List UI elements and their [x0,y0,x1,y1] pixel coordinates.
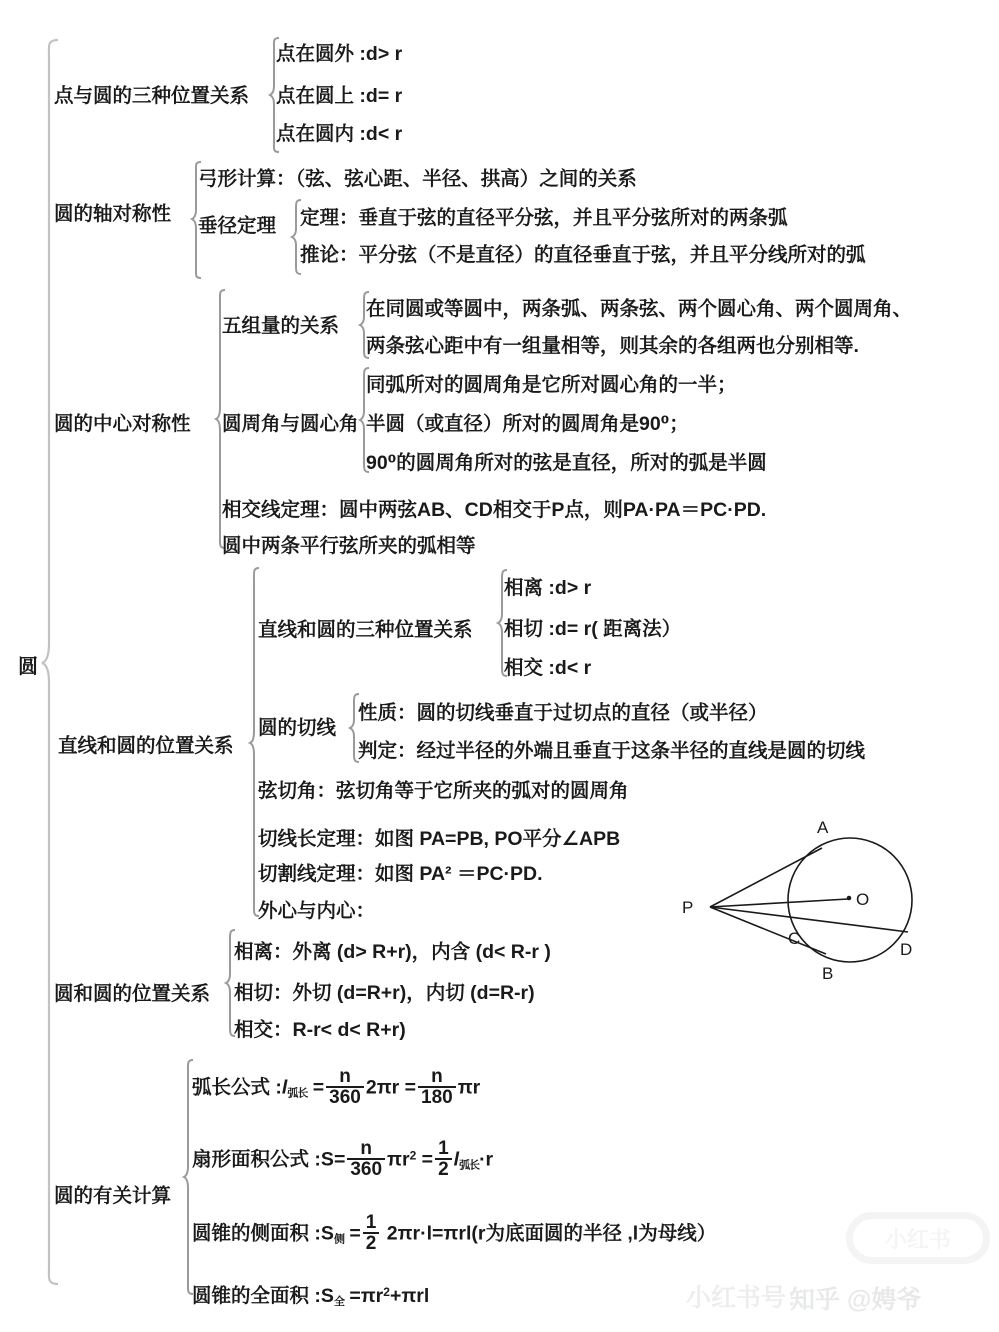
branch-label-central-symmetry: 圆的中心对称性 [54,413,191,435]
leaf-point-inside: 点在圆内 :d< r [276,123,403,145]
sector-area-mid: πr [387,1148,410,1171]
leaf-intersecting-chords: 相交线定理：圆中两弦AB、CD相交于P点，则PA·PA＝PC·PD. [222,499,767,521]
formula-cone-total [192,1280,429,1309]
leaf-five-quantities-line2: 两条弦心距中有一组量相等，则其余的各组两也分别相等. [366,335,859,357]
leaf-segment-calculation: 弓形计算：（弦、弦心距、半径、拱高）之间的关系 [198,168,637,190]
formula-sector-area [192,1140,493,1181]
watermark-bottom-right: 知乎 @娉爷 [790,1286,922,1314]
leaf-pd-corollary: 推论：平分弦（不是直径）的直径垂直于弦，并且平分线所对的弧 [300,244,866,266]
formula-arc-length [192,1068,480,1109]
sector-area-tail-sub: 弧长 [459,1159,480,1172]
leaf-secant-tangent-theorem [258,858,543,886]
arc-length-num2: n [431,1066,443,1087]
label-B: B [822,964,834,983]
leaf-intersect-position: 相交 :d< r [504,657,592,679]
branch-label-point-circle: 点与圆的三种位置关系 [54,85,250,107]
label-O: O [856,890,870,909]
sector-area-symbol: S [320,1148,334,1171]
cone-total-prefix: 圆锥的全面积 : [192,1285,321,1307]
arc-length-prefix: 弧长公式 : [192,1076,282,1099]
node-label-inscribed-central-angle: 圆周角与圆心角 [222,413,359,435]
node-label-tangent: 圆的切线 [258,717,337,739]
leaf-pd-theorem: 定理：垂直于弦的直径平分弦，并且平分弦所对的两条弧 [300,207,788,229]
leaf-separate: 相离 :d> r [504,577,592,599]
arc-length-symbol: l [281,1076,288,1099]
leaf-cc-intersect: 相交：R-r< d< R+r) [234,1019,406,1041]
tangent-secant-diagram [672,812,934,988]
segment-PO [710,899,848,907]
leaf-cc-separate: 相离：外离 (d> R+r)，内含 (d< R-r ) [234,941,551,963]
arc-length-frac2 [418,1067,456,1108]
cone-lateral-den1: 2 [363,1232,380,1254]
leaf-right-angle-chord: 90⁰的圆周角所对的弦是直径，所对的弧是半圆 [366,452,767,474]
watermark-bottom-left: 小红书号： [686,1284,812,1312]
sector-area-mid-sup: 2 [409,1148,417,1163]
arc-length-mid: 2πr [365,1076,400,1099]
leaf-circumcenter-incenter: 外心与内心： [258,900,376,922]
label-P: P [682,898,694,917]
branch-label-line-circle: 直线和圆的位置关系 [58,735,234,757]
cone-lateral-symbol-sub: 侧 [333,1233,344,1246]
leaf-parallel-chords: 圆中两条平行弦所夹的弧相等 [222,535,476,557]
cone-lateral-eq1: = [349,1222,361,1245]
leaf-five-quantities-line1: 在同圆或等圆中，两条弧、两条弦、两个圆心角、两个圆周角、 [366,298,913,320]
sector-area-num1: n [360,1138,372,1159]
leaf-tangent-criterion: 判定：经过半径的外端且垂直于这条半径的直线是圆的切线 [358,740,866,762]
root-label: 圆 [18,656,38,678]
cone-total-symbol: S [320,1285,334,1307]
label-A: A [817,818,829,837]
node-label-line-circle-positions: 直线和圆的三种位置关系 [258,619,473,641]
arc-length-den1: 360 [326,1086,364,1108]
node-label-perpendicular-diameter: 垂径定理 [198,215,277,237]
node-label-five-quantities: 五组量的关系 [222,315,340,337]
formula-cone-lateral [192,1214,716,1255]
arc-length-den2: 180 [418,1086,456,1108]
cone-lateral-symbol: S [320,1222,334,1245]
cone-lateral-mid: 2πr·l [386,1222,433,1245]
sector-area-eq2: = [421,1148,434,1171]
cone-total-symbol-sub: 全 [333,1296,344,1308]
segment-PA [710,848,822,907]
leaf-tangent-length-theorem: 切线长定理：如图 PA=PB, PO平分∠APB [258,828,621,850]
cone-lateral-num1: 1 [365,1212,377,1233]
arc-length-eq1: = [312,1076,325,1099]
branch-label-axial-symmetry: 圆的轴对称性 [54,203,172,225]
sector-area-frac1 [347,1139,385,1180]
leaf-tangent-property: 性质：圆的切线垂直于过切点的直径（或半径） [358,702,768,724]
arc-length-num1: n [339,1066,351,1087]
arc-length-tail: πr [457,1076,481,1099]
leaf-point-outside: 点在圆外 :d> r [276,43,403,65]
sector-area-num2: 1 [438,1138,449,1159]
sector-area-den2: 2 [435,1158,452,1180]
leaf-same-arc-angle: 同弧所对的圆周角是它所对圆心角的一半； [366,374,737,396]
arc-length-frac1 [326,1067,364,1108]
arc-length-symbol-sub: 弧长 [287,1087,308,1100]
cone-total-tail-sup: 2 [383,1285,390,1299]
cone-total-tail2: +πrl [389,1285,430,1307]
sector-area-prefix: 扇形面积公式 : [192,1148,321,1171]
cone-lateral-tail: πrl(r为底面圆的半径 ,l为母线） [443,1222,717,1245]
arc-length-eq2: = [404,1076,417,1099]
secant-tangent-text: 切割线定理：如图 PA² ＝PC·PD. [258,863,543,885]
sector-area-tail: ·r [479,1148,494,1171]
leaf-chord-tangent-angle: 弦切角：弦切角等于它所夹的弧对的圆周角 [258,780,629,802]
branch-label-calculations: 圆的有关计算 [54,1185,172,1207]
sector-area-frac2 [435,1139,452,1180]
label-C: C [788,929,801,948]
branch-label-circle-circle: 圆和圆的位置关系 [54,983,211,1005]
leaf-semicircle-angle: 半圆（或直径）所对的圆周角是90⁰； [366,413,689,435]
sector-area-den1: 360 [347,1158,385,1180]
sector-area-tail-symbol: l [453,1148,460,1171]
leaf-point-on: 点在圆上 :d= r [276,85,403,107]
cone-lateral-prefix: 圆锥的侧面积 : [192,1222,321,1245]
watermark-xiaohongshu-pill: 小红书 [846,1212,990,1264]
cone-total-tail: πr [360,1285,384,1307]
cone-lateral-eq2: = [432,1222,444,1245]
cone-lateral-frac1 [363,1213,380,1254]
leaf-cc-tangent: 相切：外切 (d=R+r)，内切 (d=R-r) [234,982,535,1004]
label-D: D [900,940,913,959]
sector-area-eq1: = [333,1148,346,1171]
leaf-tangent-position: 相切 :d= r( 距离法） [504,618,682,640]
cone-total-eq1: = [349,1285,361,1307]
